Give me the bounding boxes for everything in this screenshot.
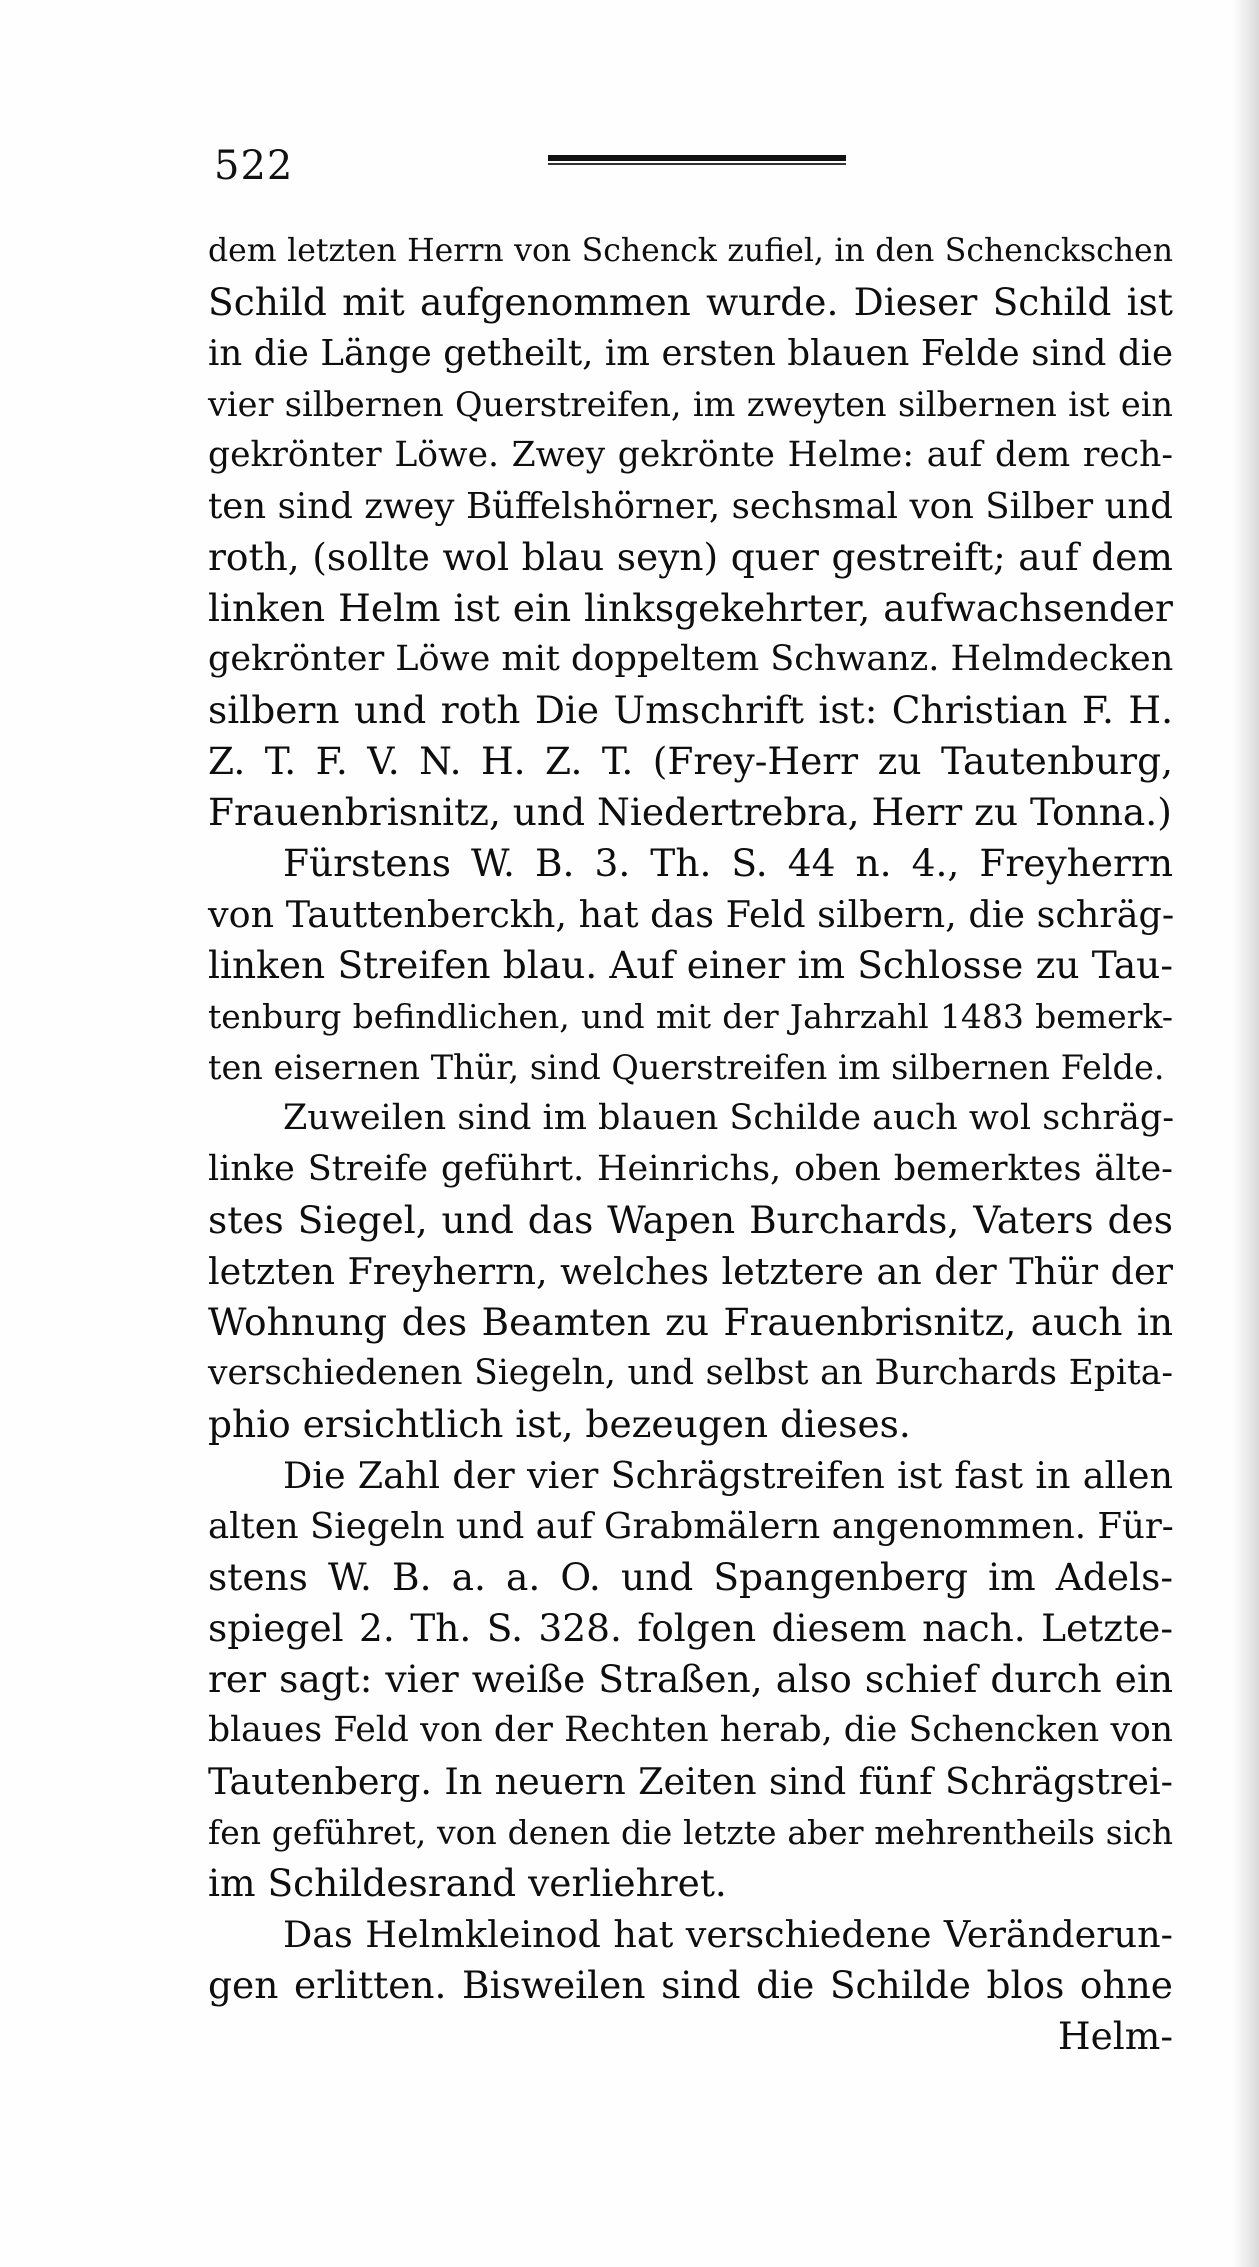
text-line: phio ersichtlich ist, bezeugen dieses. [208,1402,911,1446]
text-line: gen erlitten. Bisweilen sind die Schilde blos ohne [208,1963,1173,2007]
text-line: Das Helmkleinod hat verschiedene Veränderun- [283,1913,1173,1956]
text-line: alten Siegeln und auf Grabmälern angenommen. Für- [208,1506,1174,1547]
text-line: ten eisernen Thür, sind Querstreifen im silbernen Felde. [208,1048,1165,1087]
text-line: tenburg befindlichen, und mit der Jahrzahl 1483 bemerk- [208,997,1173,1036]
body-text [208,226,1173,2062]
text-line: dem letzten Herrn von Schenck zufiel, in den Schenckschen [208,233,1173,269]
text-line: stes Siegel, und das Wapen Burchards, Vaters des [208,1198,1173,1242]
header-rule-underline [548,163,846,165]
text-line: vier silbernen Querstreifen, im zweyten silbernen ist ein [208,385,1173,424]
text-line: letzten Freyherrn, welches letztere an der Thür der [208,1250,1173,1293]
text-line: rer sagt: vier weiße Straßen, also schief durch ein [208,1657,1173,1701]
header-rule [548,152,846,166]
text-line: Helm- [1057,2014,1173,2058]
text-line: blaues Feld von der Rechten herab, die Schencken von [208,1710,1173,1750]
text-line: in die Länge getheilt, im ersten blauen Felde sind die [208,333,1173,374]
text-line: Frauenbrisnitz, und Niedertrebra, Herr zu Tonna.) [208,790,1172,834]
text-line: silbern und roth Die Umschrift ist: Christian F. H. [208,688,1173,732]
text-line: Wohnung des Beamten zu Frauenbrisnitz, auch in [208,1300,1173,1344]
text-line: verschiedenen Siegeln, und selbst an Burchards Epita- [208,1353,1173,1393]
text-line: roth, (sollte wol blau seyn) quer gestreift; auf dem [208,535,1173,579]
text-line: linken Streifen blau. Auf einer im Schlosse zu Tau- [208,943,1173,987]
text-line: gekrönter Löwe. Zwey gekrönte Helme: auf dem rech- [208,435,1173,475]
text-line: linken Helm ist ein linksgekehrter, aufwachsender [208,586,1173,630]
text-line: gekrönter Löwe mit doppeltem Schwanz. Helmdecken [208,639,1174,679]
text-line: linke Streife geführt. Heinrichs, oben bemerktes älte- [208,1149,1173,1189]
text-line: ten sind zwey Büffelshörner, sechsmal von Silber und [208,486,1173,527]
text-line: Tautenberg. In neuern Zeiten sind fünf Schrägstrei- [208,1760,1173,1803]
text-line: im Schildesrand verliehret. [208,1861,727,1905]
page-number: 522 [214,143,294,189]
text-line: Die Zahl der vier Schrägstreifen ist fast in allen [283,1454,1173,1497]
header-rule-bar [548,155,846,161]
page-edge-shadow [1231,0,1259,2267]
text-line: spiegel 2. Th. S. 328. folgen diesem nach. Letzte- [208,1606,1173,1650]
text-line: fen geführet, von denen die letzte aber mehrentheils sich [208,1813,1173,1852]
text-line: stens W. B. a. a. O. und Spangenberg im Adels- [208,1555,1173,1599]
text-line: von Tauttenberckh, hat das Feld silbern, die schräg- [208,893,1175,936]
text-line: Fürstens W. B. 3. Th. S. 44 n. 4., Freyherrn [283,841,1173,885]
text-line: Schild mit aufgenommen wurde. Dieser Schild ist [208,280,1173,324]
text-line: Z. T. F. V. N. H. Z. T. (Frey-Herr zu Tautenburg, [208,739,1173,783]
text-line: Zuweilen sind im blauen Schilde auch wol schräg- [283,1098,1175,1138]
